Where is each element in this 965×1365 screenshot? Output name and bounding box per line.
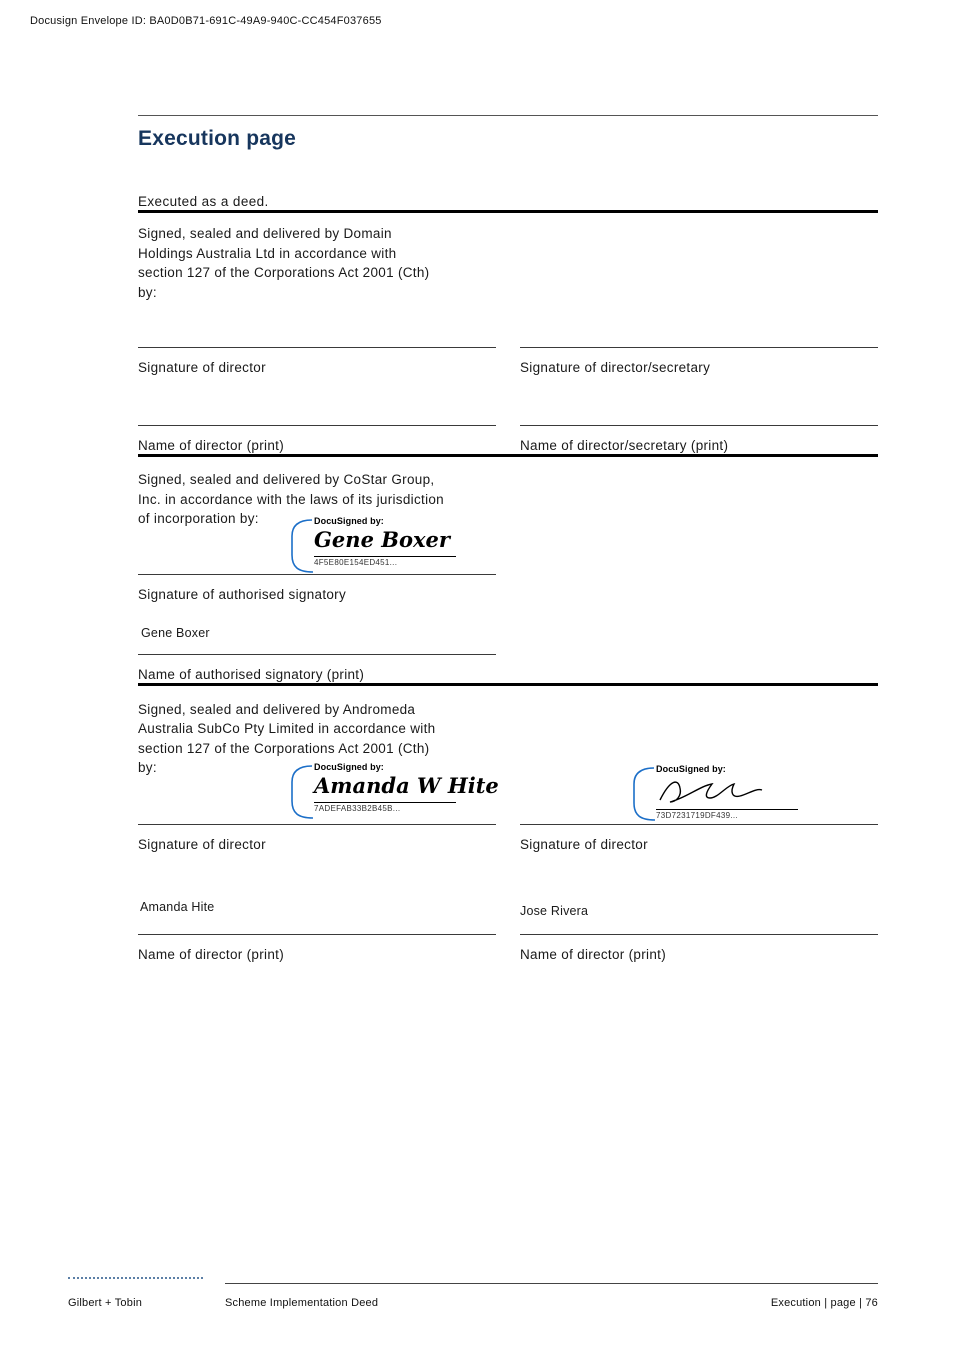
signature-line (138, 574, 496, 575)
section-divider (138, 210, 878, 213)
docusign-bracket-icon (630, 765, 656, 823)
execution-clause-line: section 127 of the Corporations Act 2001 (Cth) (138, 265, 430, 280)
docusign-rule (656, 809, 798, 810)
docusign-stamp (630, 764, 798, 820)
footer-page-number: Execution | page | 76 (770, 1297, 878, 1309)
name-label: Name of authorised signatory (print) (138, 666, 365, 682)
execution-clause-line: Holdings Australia Ltd in accordance with (138, 245, 397, 261)
docusign-stamp (288, 516, 456, 567)
signature-line (520, 347, 878, 348)
footer-dotted-rule (68, 1277, 203, 1279)
signature-label: Signature of director (520, 836, 648, 852)
docusign-signature-id: 4F5E80E154ED451... (314, 558, 398, 567)
docusign-signature-id: 73D7231719DF439... (656, 810, 738, 820)
execution-clause-line: Signed, sealed and delivered by CoStar Group, (138, 472, 435, 487)
signature-label: Signature of director (138, 836, 266, 852)
execution-clause-line: of incorporation by: (138, 511, 259, 526)
printed-name: Amanda Hite (140, 899, 215, 914)
execution-clause-line: section 127 of the Corporations Act 2001 (Cth) (138, 740, 430, 756)
signature-label: Signature of authorised signatory (138, 586, 347, 602)
name-line (138, 654, 496, 655)
name-line (520, 425, 878, 426)
signature-line (520, 824, 878, 825)
docusign-stamp (288, 762, 499, 813)
name-label: Name of director/secretary (print) (520, 438, 729, 453)
docusign-signature-script: Amanda W Hite (314, 772, 499, 798)
deed-statement: Executed as a deed. (138, 194, 269, 209)
envelope-id: Docusign Envelope ID: BA0D0B71-691C-49A9-940C-CC454F037655 (30, 15, 382, 27)
page-content (138, 0, 878, 963)
name-line (138, 425, 496, 426)
execution-clause-line: Australia SubCo Pty Limited in accordance with (138, 721, 436, 736)
docusign-signature-script: Gene Boxer (314, 527, 450, 552)
footer-document-title: Scheme Implementation Deed (225, 1297, 379, 1309)
section-divider (138, 454, 878, 457)
execution-block-costar (138, 454, 878, 683)
footer-rule (225, 1283, 878, 1284)
signature-label: Signature of director (138, 360, 266, 375)
docusign-signature-id: 7ADEFAB33B2B45B... (314, 803, 401, 813)
docusign-label: DocuSigned by: (656, 763, 726, 774)
execution-clause-line: by: (138, 284, 157, 300)
execution-clause-line: Inc. in accordance with the laws of its jurisdiction (138, 491, 444, 507)
section-divider (138, 683, 878, 686)
signature-line (138, 824, 496, 825)
docusign-bracket-icon (288, 517, 314, 575)
name-label: Name of director (print) (520, 946, 666, 962)
execution-clause-line: by: (138, 760, 157, 775)
execution-clause (138, 224, 878, 302)
printed-name: Jose Rivera (520, 903, 589, 918)
docusign-rule (314, 556, 456, 557)
execution-block-andromeda (138, 683, 878, 963)
footer-firm-name: Gilbert + Tobin (68, 1297, 143, 1309)
execution-clause-line: Signed, sealed and delivered by Andromeda (138, 701, 416, 717)
docusign-label: DocuSigned by: (314, 516, 384, 526)
execution-clause-line: Signed, sealed and delivered by Domain (138, 226, 392, 241)
signature-line (138, 347, 496, 348)
docusign-label: DocuSigned by: (314, 761, 384, 772)
printed-name: Gene Boxer (141, 625, 210, 640)
signature-label: Signature of director/secretary (520, 360, 711, 375)
title-rule (138, 115, 878, 116)
docusign-rule (314, 802, 456, 803)
docusign-bracket-icon (288, 763, 314, 821)
signature-scribble-icon (656, 776, 766, 806)
execution-clause (138, 470, 878, 529)
page-title: Execution page (138, 127, 297, 150)
execution-block-domain-holdings (138, 210, 878, 454)
name-label: Name of director (print) (138, 946, 284, 962)
name-line (520, 934, 878, 935)
name-label: Name of director (print) (138, 438, 284, 453)
name-line (138, 934, 496, 935)
